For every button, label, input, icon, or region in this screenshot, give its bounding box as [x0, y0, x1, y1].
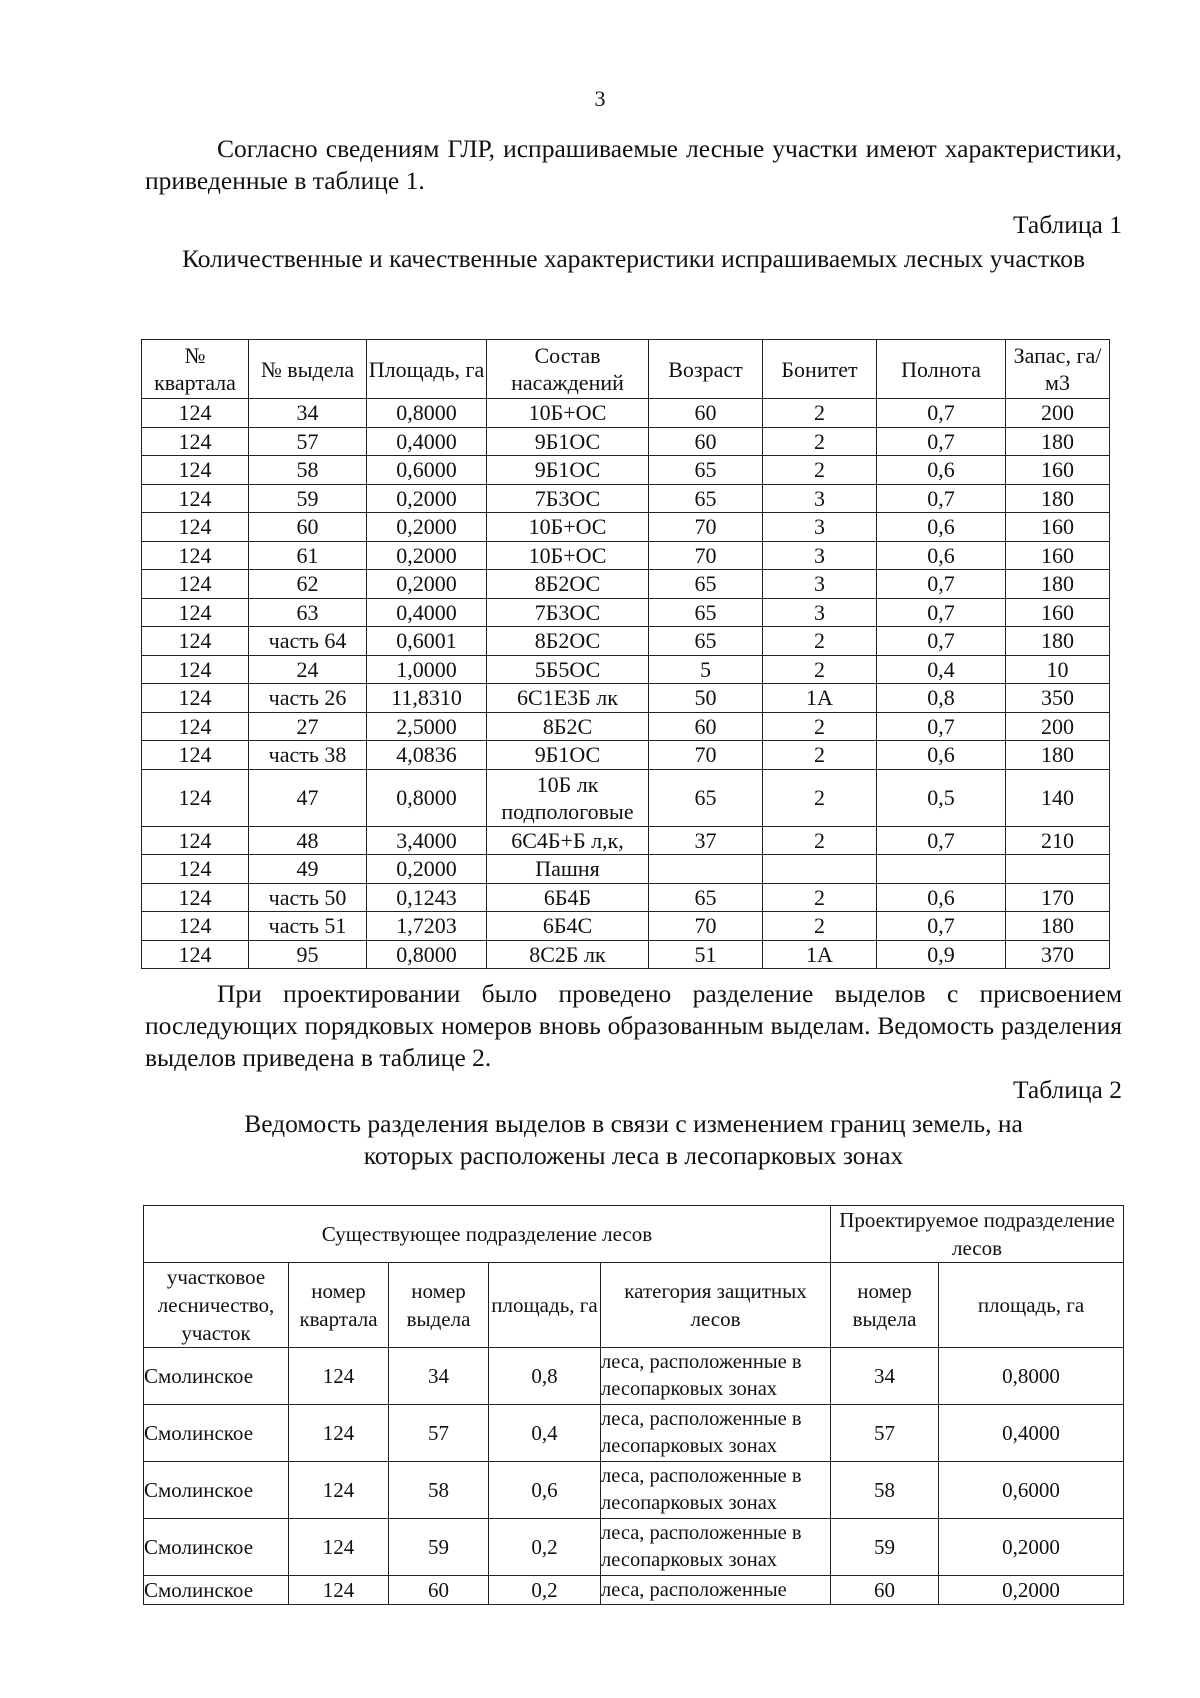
table1-row: [142, 541, 1110, 570]
table1: [141, 339, 1110, 969]
table1-header-cell: Площадь, га: [367, 340, 487, 399]
table1-cell: 370: [1006, 940, 1110, 969]
table1-header-cell: Полнота: [877, 340, 1006, 399]
table1-cell: 0,7: [877, 826, 1006, 855]
table2-cell: 57: [831, 1405, 939, 1462]
table1-cell: 180: [1006, 912, 1110, 941]
table1-cell: 37: [649, 826, 763, 855]
table2-cell: Смолинское: [144, 1405, 289, 1462]
table1-cell: часть 50: [249, 883, 367, 912]
table2-cell: 124: [289, 1405, 389, 1462]
table1-cell: [877, 855, 1006, 884]
table1-cell: 65: [649, 570, 763, 599]
table1-cell: 0,6: [877, 456, 1006, 485]
table1-cell: 160: [1006, 541, 1110, 570]
table1-cell: 0,8000: [367, 769, 487, 826]
table1-cell: 124: [142, 570, 249, 599]
table2-cell: 0,8000: [939, 1348, 1124, 1405]
table1-cell: 70: [649, 741, 763, 770]
table1-cell: 6Б4Б: [487, 883, 649, 912]
table1-cell: 65: [649, 456, 763, 485]
table2-header-cell: площадь, га: [489, 1263, 601, 1348]
table1-row: [142, 456, 1110, 485]
table1-cell: 0,6: [877, 541, 1006, 570]
table1-cell: 124: [142, 598, 249, 627]
table1-cell: 0,9: [877, 940, 1006, 969]
table1-row: [142, 741, 1110, 770]
table1-cell: 2,5000: [367, 712, 487, 741]
table1-row: [142, 769, 1110, 826]
table1-cell: 2: [763, 826, 877, 855]
table2-row: [144, 1405, 1124, 1462]
table1-cell: 6С1Е3Б лк: [487, 684, 649, 713]
table1-cell: 3: [763, 570, 877, 599]
table1-cell: 124: [142, 940, 249, 969]
table1-cell: 350: [1006, 684, 1110, 713]
table2-header-cell: площадь, га: [939, 1263, 1124, 1348]
table1-cell: 3: [763, 484, 877, 513]
table1-cell: 2: [763, 399, 877, 428]
table2-cell: 60: [831, 1576, 939, 1605]
table1-cell: 0,8: [877, 684, 1006, 713]
table1-cell: 0,4000: [367, 598, 487, 627]
table1-cell: 2: [763, 655, 877, 684]
table1-cell: 2: [763, 883, 877, 912]
table1-cell: 1А: [763, 940, 877, 969]
table2-cell: 0,2000: [939, 1576, 1124, 1605]
table1-cell: 180: [1006, 427, 1110, 456]
table1-cell: 8С2Б лк: [487, 940, 649, 969]
table1-cell: 3: [763, 513, 877, 542]
table1-cell: 24: [249, 655, 367, 684]
table2-cell: 0,2000: [939, 1519, 1124, 1576]
table1-header-cell: Состав насаждений: [487, 340, 649, 399]
table2-cell: 0,2: [489, 1576, 601, 1605]
table1-cell: 95: [249, 940, 367, 969]
table2-label: Таблица 2: [1012, 1075, 1122, 1104]
table1-cell: часть 26: [249, 684, 367, 713]
table2-row: [144, 1519, 1124, 1576]
table1-cell: 200: [1006, 399, 1110, 428]
table2-cell: 58: [831, 1462, 939, 1519]
table1-cell: [649, 855, 763, 884]
table1-cell: 3: [763, 541, 877, 570]
table1-title: Количественные и качественные характеристики испрашиваемых лесных участков: [181, 244, 1086, 273]
table2: [143, 1205, 1124, 1605]
table1-cell: 62: [249, 570, 367, 599]
table1-header-cell: Бонитет: [763, 340, 877, 399]
table1-cell: 0,1243: [367, 883, 487, 912]
table2-header-cell: номер выдела: [389, 1263, 489, 1348]
table2-cell: леса, расположенные: [601, 1576, 831, 1605]
table1-cell: 2: [763, 769, 877, 826]
table2-cell: 34: [831, 1348, 939, 1405]
table2-cell: 0,6000: [939, 1462, 1124, 1519]
table2-header-row: [144, 1263, 1124, 1348]
table1-cell: 10Б лк подпологовые: [487, 769, 649, 826]
table1-cell: 61: [249, 541, 367, 570]
table1-cell: 65: [649, 484, 763, 513]
table1-cell: 10Б+ОС: [487, 513, 649, 542]
table1-cell: 58: [249, 456, 367, 485]
table1-cell: 6С4Б+Б л,к,: [487, 826, 649, 855]
table1-cell: 1А: [763, 684, 877, 713]
table2-header-cell: участковое лесничество, участок: [144, 1263, 289, 1348]
table2-cell: леса, расположенные в лесопарковых зонах: [601, 1348, 831, 1405]
table1-header-cell: № квартала: [142, 340, 249, 399]
table1-cell: 8Б2ОС: [487, 627, 649, 656]
table1-cell: 0,7: [877, 912, 1006, 941]
table1-cell: 124: [142, 912, 249, 941]
table1-row: [142, 627, 1110, 656]
table1-cell: 7Б3ОС: [487, 598, 649, 627]
table1-cell: 49: [249, 855, 367, 884]
table1-row: [142, 513, 1110, 542]
table2-title-line: Ведомость разделения выделов в связи с изменением границ земель, на: [244, 1109, 1023, 1138]
table2-cell: 34: [389, 1348, 489, 1405]
table1-cell: Пашня: [487, 855, 649, 884]
table1-row: [142, 570, 1110, 599]
table1-cell: 210: [1006, 826, 1110, 855]
table2-group-projected: Проектируемое подразделение лесов: [831, 1206, 1124, 1263]
table1-cell: 160: [1006, 456, 1110, 485]
table2-cell: 124: [289, 1462, 389, 1519]
table1-cell: 0,4000: [367, 427, 487, 456]
table1-row: [142, 427, 1110, 456]
table1-cell: 0,7: [877, 484, 1006, 513]
table2-row: [144, 1576, 1124, 1605]
table1-cell: 0,6: [877, 741, 1006, 770]
table2-cell: 0,2: [489, 1519, 601, 1576]
table1-cell: 0,7: [877, 712, 1006, 741]
table1-cell: 160: [1006, 598, 1110, 627]
table1-row: [142, 484, 1110, 513]
table1-cell: 60: [649, 712, 763, 741]
table1-label: Таблица 1: [1012, 210, 1122, 239]
table1-cell: 180: [1006, 484, 1110, 513]
table1-cell: 3: [763, 598, 877, 627]
table2-cell: 0,4: [489, 1405, 601, 1462]
table2-cell: 0,8: [489, 1348, 601, 1405]
table1-cell: 180: [1006, 570, 1110, 599]
table1-cell: 124: [142, 684, 249, 713]
table1-cell: часть 51: [249, 912, 367, 941]
table1-cell: 0,6000: [367, 456, 487, 485]
table1-row: [142, 712, 1110, 741]
table1-cell: 0,7: [877, 570, 1006, 599]
table1-cell: 0,8000: [367, 940, 487, 969]
table1-cell: 124: [142, 855, 249, 884]
table1-row: [142, 684, 1110, 713]
table1-cell: 0,6001: [367, 627, 487, 656]
table1-row: [142, 940, 1110, 969]
table1-cell: 124: [142, 655, 249, 684]
table2-cell: 58: [389, 1462, 489, 1519]
table1-cell: [1006, 855, 1110, 884]
table1-cell: 6Б4С: [487, 912, 649, 941]
table2-header-cell: категория защитных лесов: [601, 1263, 831, 1348]
table2-cell: Смолинское: [144, 1348, 289, 1405]
table1-cell: 0,4: [877, 655, 1006, 684]
table1-cell: 180: [1006, 741, 1110, 770]
table1-cell: 124: [142, 883, 249, 912]
table1-cell: 60: [649, 399, 763, 428]
table1-cell: 140: [1006, 769, 1110, 826]
table1-cell: часть 38: [249, 741, 367, 770]
table1-cell: 60: [249, 513, 367, 542]
table1-cell: 7Б3ОС: [487, 484, 649, 513]
table1-cell: 200: [1006, 712, 1110, 741]
table2-cell: леса, расположенные в лесопарковых зонах: [601, 1405, 831, 1462]
table1-cell: 0,6: [877, 883, 1006, 912]
table1-cell: 2: [763, 456, 877, 485]
table1-cell: 124: [142, 769, 249, 826]
table1-cell: 65: [649, 883, 763, 912]
table1-cell: 10: [1006, 655, 1110, 684]
table1-cell: 70: [649, 513, 763, 542]
table1-cell: 170: [1006, 883, 1110, 912]
table1-cell: 48: [249, 826, 367, 855]
table2-row: [144, 1348, 1124, 1405]
table1-cell: 70: [649, 912, 763, 941]
table1-cell: 27: [249, 712, 367, 741]
table1-cell: 8Б2С: [487, 712, 649, 741]
table1-cell: 60: [649, 427, 763, 456]
table2-cell: 124: [289, 1519, 389, 1576]
table1-row: [142, 598, 1110, 627]
table1-header-cell: Возраст: [649, 340, 763, 399]
table2-group-row: [144, 1206, 1124, 1263]
table2-cell: 124: [289, 1348, 389, 1405]
table1-cell: 0,2000: [367, 513, 487, 542]
table1-row: [142, 855, 1110, 884]
table2-cell: 59: [831, 1519, 939, 1576]
table1-cell: 2: [763, 627, 877, 656]
table1-cell: 8Б2ОС: [487, 570, 649, 599]
table2-group-existing: Существующее подразделение лесов: [144, 1206, 831, 1263]
table2-title-line: которых расположены леса в лесопарковых зонах: [363, 1141, 904, 1170]
table1-cell: 10Б+ОС: [487, 399, 649, 428]
table1-cell: 0,5: [877, 769, 1006, 826]
table2-header-cell: номер квартала: [289, 1263, 389, 1348]
table1-cell: 2: [763, 912, 877, 941]
table1-cell: 180: [1006, 627, 1110, 656]
table1-cell: 124: [142, 741, 249, 770]
table2-cell: Смолинское: [144, 1519, 289, 1576]
table1-cell: 65: [649, 769, 763, 826]
table1-cell: 0,2000: [367, 541, 487, 570]
table1-cell: 124: [142, 627, 249, 656]
table2-title: [145, 1108, 1122, 1172]
table1-cell: 57: [249, 427, 367, 456]
table1-cell: 50: [649, 684, 763, 713]
table1-cell: 2: [763, 427, 877, 456]
table1-cell: 0,2000: [367, 570, 487, 599]
table1-cell: 9Б1ОС: [487, 456, 649, 485]
table1-cell: 1,0000: [367, 655, 487, 684]
table1-cell: 5: [649, 655, 763, 684]
table1-cell: 2: [763, 712, 877, 741]
table2-cell: 0,6: [489, 1462, 601, 1519]
table1-cell: 3,4000: [367, 826, 487, 855]
table1-cell: 124: [142, 456, 249, 485]
table1-cell: 65: [649, 627, 763, 656]
table1-cell: 124: [142, 541, 249, 570]
table1-cell: 34: [249, 399, 367, 428]
table2-cell: леса, расположенные в лесопарковых зонах: [601, 1462, 831, 1519]
table1-cell: 9Б1ОС: [487, 427, 649, 456]
table1-cell: 0,7: [877, 627, 1006, 656]
table1-cell: 11,8310: [367, 684, 487, 713]
table1-cell: 1,7203: [367, 912, 487, 941]
table1-cell: 5Б5ОС: [487, 655, 649, 684]
table1-cell: 10Б+ОС: [487, 541, 649, 570]
table1-cell: 124: [142, 399, 249, 428]
page-number: 3: [594, 86, 606, 111]
table1-row: [142, 912, 1110, 941]
table2-cell: 60: [389, 1576, 489, 1605]
table1-cell: 124: [142, 513, 249, 542]
table2-cell: Смолинское: [144, 1462, 289, 1519]
table1-cell: 0,7: [877, 598, 1006, 627]
table1-cell: 0,2000: [367, 484, 487, 513]
table1-cell: 59: [249, 484, 367, 513]
table2-cell: леса, расположенные в лесопарковых зонах: [601, 1519, 831, 1576]
table1-cell: 2: [763, 741, 877, 770]
intro-paragraph: Согласно сведениям ГЛР, испрашиваемые лесные участки имеют характеристики, приведенные в таблице 1.: [145, 134, 1122, 195]
table1-cell: 124: [142, 484, 249, 513]
table1-cell: 0,7: [877, 427, 1006, 456]
table1-cell: 65: [649, 598, 763, 627]
table1-cell: 0,2000: [367, 855, 487, 884]
table1-cell: 0,8000: [367, 399, 487, 428]
second-paragraph: При проектировании было проведено разделение выделов с присвоением последующих порядковых номеров вновь образованным выделам. Ведомость разделения выделов приведена в таблице 2.: [145, 979, 1122, 1072]
table1-cell: 124: [142, 712, 249, 741]
table1-header-cell: № выдела: [249, 340, 367, 399]
table2-cell: Смолинское: [144, 1576, 289, 1605]
table1-cell: 9Б1ОС: [487, 741, 649, 770]
table1-cell: [763, 855, 877, 884]
table2-cell: 57: [389, 1405, 489, 1462]
table1-cell: 0,6: [877, 513, 1006, 542]
table2-cell: 0,4000: [939, 1405, 1124, 1462]
table1-cell: 124: [142, 826, 249, 855]
table1-cell: 160: [1006, 513, 1110, 542]
table1-cell: часть 64: [249, 627, 367, 656]
table1-cell: 4,0836: [367, 741, 487, 770]
table1-cell: 0,7: [877, 399, 1006, 428]
table2-header-cell: номер выдела: [831, 1263, 939, 1348]
table1-cell: 63: [249, 598, 367, 627]
table1-cell: 124: [142, 427, 249, 456]
table1-cell: 47: [249, 769, 367, 826]
table1-header-row: [142, 340, 1110, 399]
table1-cell: 51: [649, 940, 763, 969]
table1-row: [142, 655, 1110, 684]
table1-row: [142, 883, 1110, 912]
table2-cell: 59: [389, 1519, 489, 1576]
table1-cell: 70: [649, 541, 763, 570]
table1-row: [142, 399, 1110, 428]
table1-header-cell: Запас, га/м3: [1006, 340, 1110, 399]
table2-cell: 124: [289, 1576, 389, 1605]
table1-row: [142, 826, 1110, 855]
table2-row: [144, 1462, 1124, 1519]
